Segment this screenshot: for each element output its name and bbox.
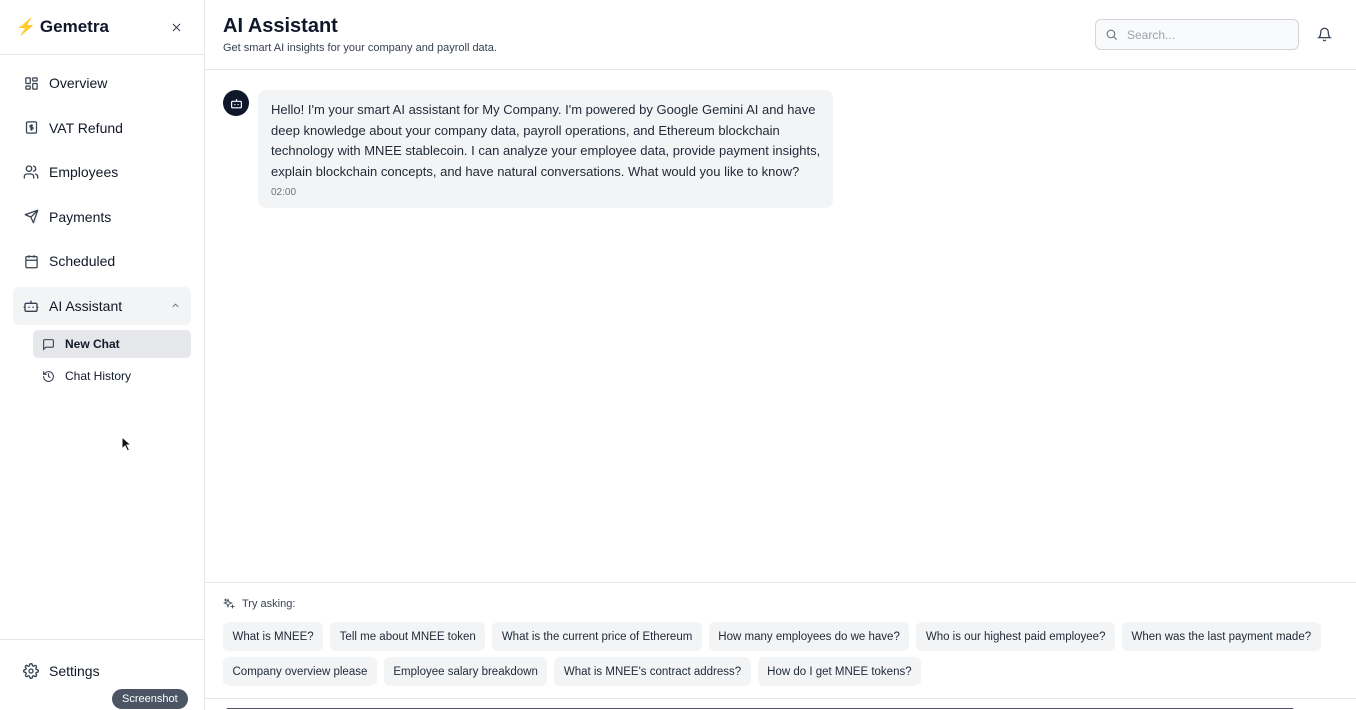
suggestion-chip[interactable]: What is MNEE? <box>223 622 323 651</box>
bot-icon <box>23 298 39 314</box>
search-icon <box>1105 28 1119 42</box>
send-icon <box>23 209 39 225</box>
sidebar-item-label: AI Assistant <box>49 297 123 314</box>
sidebar-subitem-chat-history[interactable] <box>33 362 191 390</box>
mouse-cursor-icon <box>121 436 133 452</box>
suggestion-chip[interactable]: Tell me about MNEE token <box>330 622 485 651</box>
brand-name: Gemetra <box>39 17 109 36</box>
composer-divider <box>205 698 1356 699</box>
sidebar-item-payments[interactable] <box>13 198 191 236</box>
page-subtitle: Get smart AI insights for your company and payroll data. <box>223 42 497 54</box>
sidebar-subitem-new-chat[interactable] <box>33 330 191 358</box>
bot-avatar-icon <box>223 90 249 116</box>
search-box[interactable] <box>1095 19 1299 50</box>
sparkles-icon <box>223 598 236 611</box>
suggestion-chip[interactable]: What is the current price of Ethereum <box>492 622 701 651</box>
users-icon <box>23 164 39 180</box>
message-bubble <box>258 90 833 208</box>
history-icon <box>42 369 56 383</box>
sidebar-item-label: Payments <box>49 208 112 225</box>
suggestion-chip[interactable]: When was the last payment made? <box>1122 622 1321 651</box>
bolt-icon: ⚡ <box>16 19 36 36</box>
search-input[interactable] <box>1127 28 1287 42</box>
sidebar-item-label: Employees <box>49 164 119 180</box>
sidebar-item-employees[interactable] <box>13 153 191 191</box>
suggestion-chip[interactable]: How do I get MNEE tokens? <box>758 657 921 686</box>
page-header <box>205 0 1356 70</box>
message-text: Hello! I'm your smart AI assistant for My Company. I'm powered by Google Gemini AI and have deep knowledge about your company data, payroll operations, and Ethereum blockchain technology with MNEE stablecoin. I can analyze your employee data, provide payment insights, explain blockchain concepts, and have natural conversations. What would you like to know? <box>271 102 821 179</box>
sidebar-footer <box>0 639 204 690</box>
calendar-icon <box>23 253 39 269</box>
ai-assistant-subnav <box>13 330 191 390</box>
layout-grid-icon <box>23 75 39 91</box>
suggestion-chips <box>223 622 1333 692</box>
suggestion-chip[interactable]: Employee salary breakdown <box>384 657 547 686</box>
sidebar-item-label: Settings <box>49 663 100 679</box>
close-icon[interactable] <box>168 19 184 35</box>
sidebar-item-overview[interactable] <box>13 64 191 102</box>
sidebar-item-ai-assistant[interactable] <box>13 287 191 325</box>
sidebar-item-label: Scheduled <box>49 253 116 269</box>
message-timestamp: 02:00 <box>271 187 297 199</box>
sidebar-item-settings[interactable] <box>13 652 191 690</box>
gear-icon <box>23 663 39 679</box>
try-asking-label <box>223 597 1356 611</box>
assistant-message <box>223 90 833 208</box>
sidebar-subitem-label: New Chat <box>65 337 120 351</box>
sidebar-item-scheduled[interactable] <box>13 242 191 280</box>
suggestion-chip[interactable]: Who is our highest paid employee? <box>916 622 1115 651</box>
page-title: AI Assistant <box>223 15 338 37</box>
suggestion-chip[interactable]: How many employees do we have? <box>709 622 910 651</box>
receipt-icon <box>23 120 39 136</box>
suggestion-chip[interactable]: Company overview please <box>223 657 377 686</box>
sidebar-item-label: Overview <box>49 75 108 91</box>
main-content <box>205 0 1356 710</box>
screenshot-tooltip: Screenshot <box>112 689 188 709</box>
chat-thread <box>205 71 1356 582</box>
sidebar-nav <box>0 55 204 390</box>
sidebar-subitem-label: Chat History <box>65 369 132 383</box>
suggestions-panel <box>205 582 1356 698</box>
chevron-up-icon[interactable] <box>170 300 181 311</box>
sidebar-item-vat-refund[interactable] <box>13 109 191 147</box>
message-square-icon <box>42 337 56 351</box>
suggestion-chip[interactable]: What is MNEE's contract address? <box>554 657 750 686</box>
sidebar-item-label: VAT Refund <box>49 119 123 136</box>
sidebar <box>0 0 205 710</box>
brand-header <box>0 0 204 55</box>
try-asking-text: Try asking: <box>242 598 296 610</box>
bell-icon[interactable] <box>1317 27 1333 43</box>
